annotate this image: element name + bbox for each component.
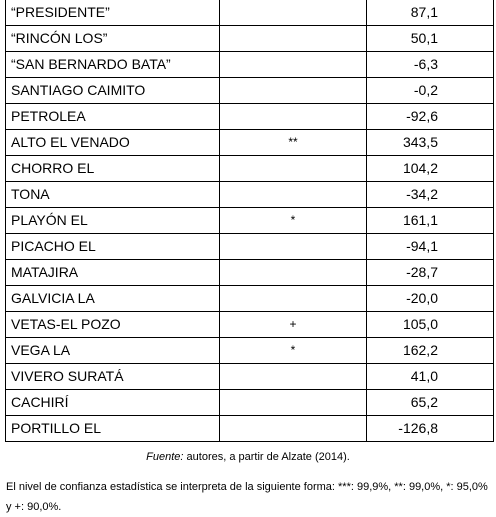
source-caption xyxy=(0,450,496,464)
value-cell: -92,6 xyxy=(367,104,494,130)
table-row xyxy=(6,416,494,442)
station-name-cell: PORTILLO EL xyxy=(6,416,220,442)
value-cell: -20,0 xyxy=(367,286,494,312)
significance-cell xyxy=(220,182,367,208)
table-body xyxy=(6,0,494,442)
table-row xyxy=(6,234,494,260)
table-row xyxy=(6,390,494,416)
value-cell: 343,5 xyxy=(367,130,494,156)
significance-cell xyxy=(220,52,367,78)
value-cell: 65,2 xyxy=(367,390,494,416)
station-name-cell: VEGA LA xyxy=(6,338,220,364)
station-name-cell: “SAN BERNARDO BATA” xyxy=(6,52,220,78)
significance-cell: * xyxy=(220,208,367,234)
value-cell: 161,1 xyxy=(367,208,494,234)
significance-cell: * xyxy=(220,338,367,364)
station-name-cell: TONA xyxy=(6,182,220,208)
table-row xyxy=(6,0,494,26)
significance-cell xyxy=(220,26,367,52)
significance-cell xyxy=(220,286,367,312)
significance-cell xyxy=(220,416,367,442)
table-row xyxy=(6,104,494,130)
table-row xyxy=(6,260,494,286)
station-name-cell: PETROLEA xyxy=(6,104,220,130)
table-row xyxy=(6,312,494,338)
table-row xyxy=(6,26,494,52)
station-name-cell: VIVERO SURATÁ xyxy=(6,364,220,390)
significance-cell xyxy=(220,390,367,416)
value-cell: -94,1 xyxy=(367,234,494,260)
value-cell: 50,1 xyxy=(367,26,494,52)
station-name-cell: MATAJIRA xyxy=(6,260,220,286)
significance-cell xyxy=(220,0,367,26)
value-cell: -28,7 xyxy=(367,260,494,286)
station-name-cell: SANTIAGO CAIMITO xyxy=(6,78,220,104)
table-row xyxy=(6,52,494,78)
source-text: autores, a partir de Alzate (2014). xyxy=(183,451,350,463)
significance-cell: ** xyxy=(220,130,367,156)
station-name-cell: CHORRO EL xyxy=(6,156,220,182)
significance-cell xyxy=(220,234,367,260)
station-name-cell: ALTO EL VENADO xyxy=(6,130,220,156)
station-name-cell: CACHIRÍ xyxy=(6,390,220,416)
station-name-cell: VETAS-EL POZO xyxy=(6,312,220,338)
value-cell: 162,2 xyxy=(367,338,494,364)
table-row xyxy=(6,364,494,390)
value-cell: -126,8 xyxy=(367,416,494,442)
station-name-cell: PICACHO EL xyxy=(6,234,220,260)
value-cell: 41,0 xyxy=(367,364,494,390)
significance-cell xyxy=(220,78,367,104)
table-row xyxy=(6,78,494,104)
table-row xyxy=(6,286,494,312)
station-name-cell: PLAYÓN EL xyxy=(6,208,220,234)
significance-cell xyxy=(220,156,367,182)
station-name-cell: “PRESIDENTE” xyxy=(6,0,220,26)
value-cell: 87,1 xyxy=(367,0,494,26)
value-cell: -0,2 xyxy=(367,78,494,104)
table-row xyxy=(6,156,494,182)
stations-table xyxy=(5,0,494,442)
station-name-cell: GALVICIA LA xyxy=(6,286,220,312)
table-row xyxy=(6,130,494,156)
table-row xyxy=(6,338,494,364)
station-name-cell: “RINCÓN LOS” xyxy=(6,26,220,52)
significance-cell xyxy=(220,104,367,130)
significance-cell xyxy=(220,364,367,390)
value-cell: -6,3 xyxy=(367,52,494,78)
value-cell: -34,2 xyxy=(367,182,494,208)
table-row xyxy=(6,208,494,234)
significance-cell: + xyxy=(220,312,367,338)
value-cell: 104,2 xyxy=(367,156,494,182)
source-label: Fuente: xyxy=(146,451,184,463)
table-row xyxy=(6,182,494,208)
confidence-note: El nivel de confianza estadística se interpreta de la siguiente forma: ***: 99,9%, **: 99,0%, *: 95,0% y +: 90,0%. xyxy=(6,481,488,513)
significance-cell xyxy=(220,260,367,286)
value-cell: 105,0 xyxy=(367,312,494,338)
